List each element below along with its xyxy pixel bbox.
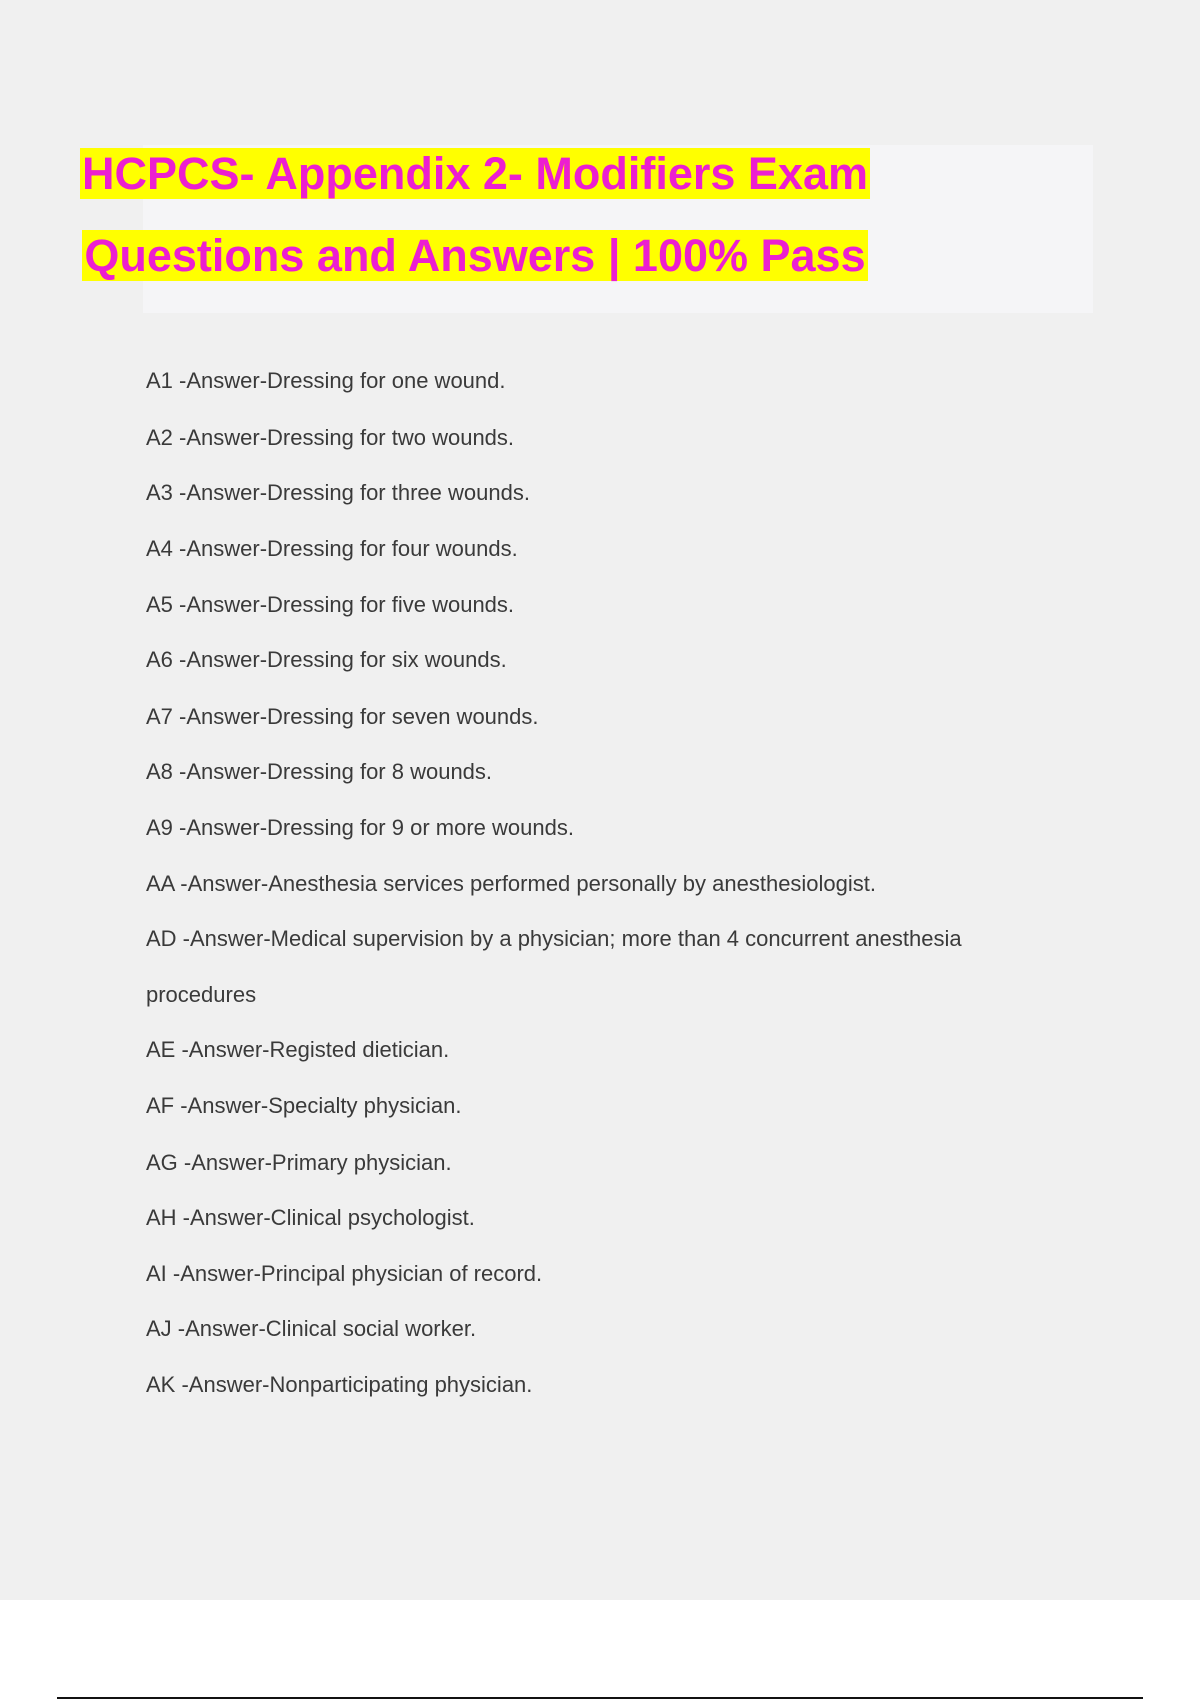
qa-entry: AG -Answer-Primary physician.	[146, 1150, 452, 1175]
page-title-line-1	[0, 146, 950, 202]
qa-entry: A2 -Answer-Dressing for two wounds.	[146, 425, 515, 450]
qa-entry: A9 -Answer-Dressing for 9 or more wounds.	[146, 815, 574, 840]
qa-entry-continuation: procedures	[146, 982, 257, 1007]
qa-entry: A3 -Answer-Dressing for three wounds.	[146, 480, 530, 505]
qa-entry: A1 -Answer-Dressing for one wound.	[146, 368, 506, 393]
qa-entry: A4 -Answer-Dressing for four wounds.	[146, 536, 518, 561]
qa-entry: A8 -Answer-Dressing for 8 wounds.	[146, 759, 493, 784]
qa-entry: AI -Answer-Principal physician of record.	[146, 1261, 543, 1286]
footer-divider	[57, 1697, 1143, 1699]
qa-entry: AK -Answer-Nonparticipating physician.	[146, 1372, 533, 1397]
qa-entry: AH -Answer-Clinical psychologist.	[146, 1205, 475, 1230]
qa-entry: AF -Answer-Specialty physician.	[146, 1093, 462, 1118]
qa-entry: AE -Answer-Registed dietician.	[146, 1037, 450, 1062]
page-title-line-2	[0, 228, 950, 284]
qa-entry: A6 -Answer-Dressing for six wounds.	[146, 647, 507, 672]
qa-entry: A7 -Answer-Dressing for seven wounds.	[146, 704, 539, 729]
qa-entry: AD -Answer-Medical supervision by a physician; more than 4 concurrent anesthesia	[146, 926, 962, 951]
title-highlight-1: HCPCS- Appendix 2- Modifiers Exam	[82, 148, 868, 199]
qa-entry: A5 -Answer-Dressing for five wounds.	[146, 592, 515, 617]
qa-entry: AJ -Answer-Clinical social worker.	[146, 1316, 477, 1341]
title-highlight-2: Questions and Answers | 100% Pass	[84, 230, 866, 281]
qa-entry: AA -Answer-Anesthesia services performed personally by anesthesiologist.	[146, 871, 877, 896]
